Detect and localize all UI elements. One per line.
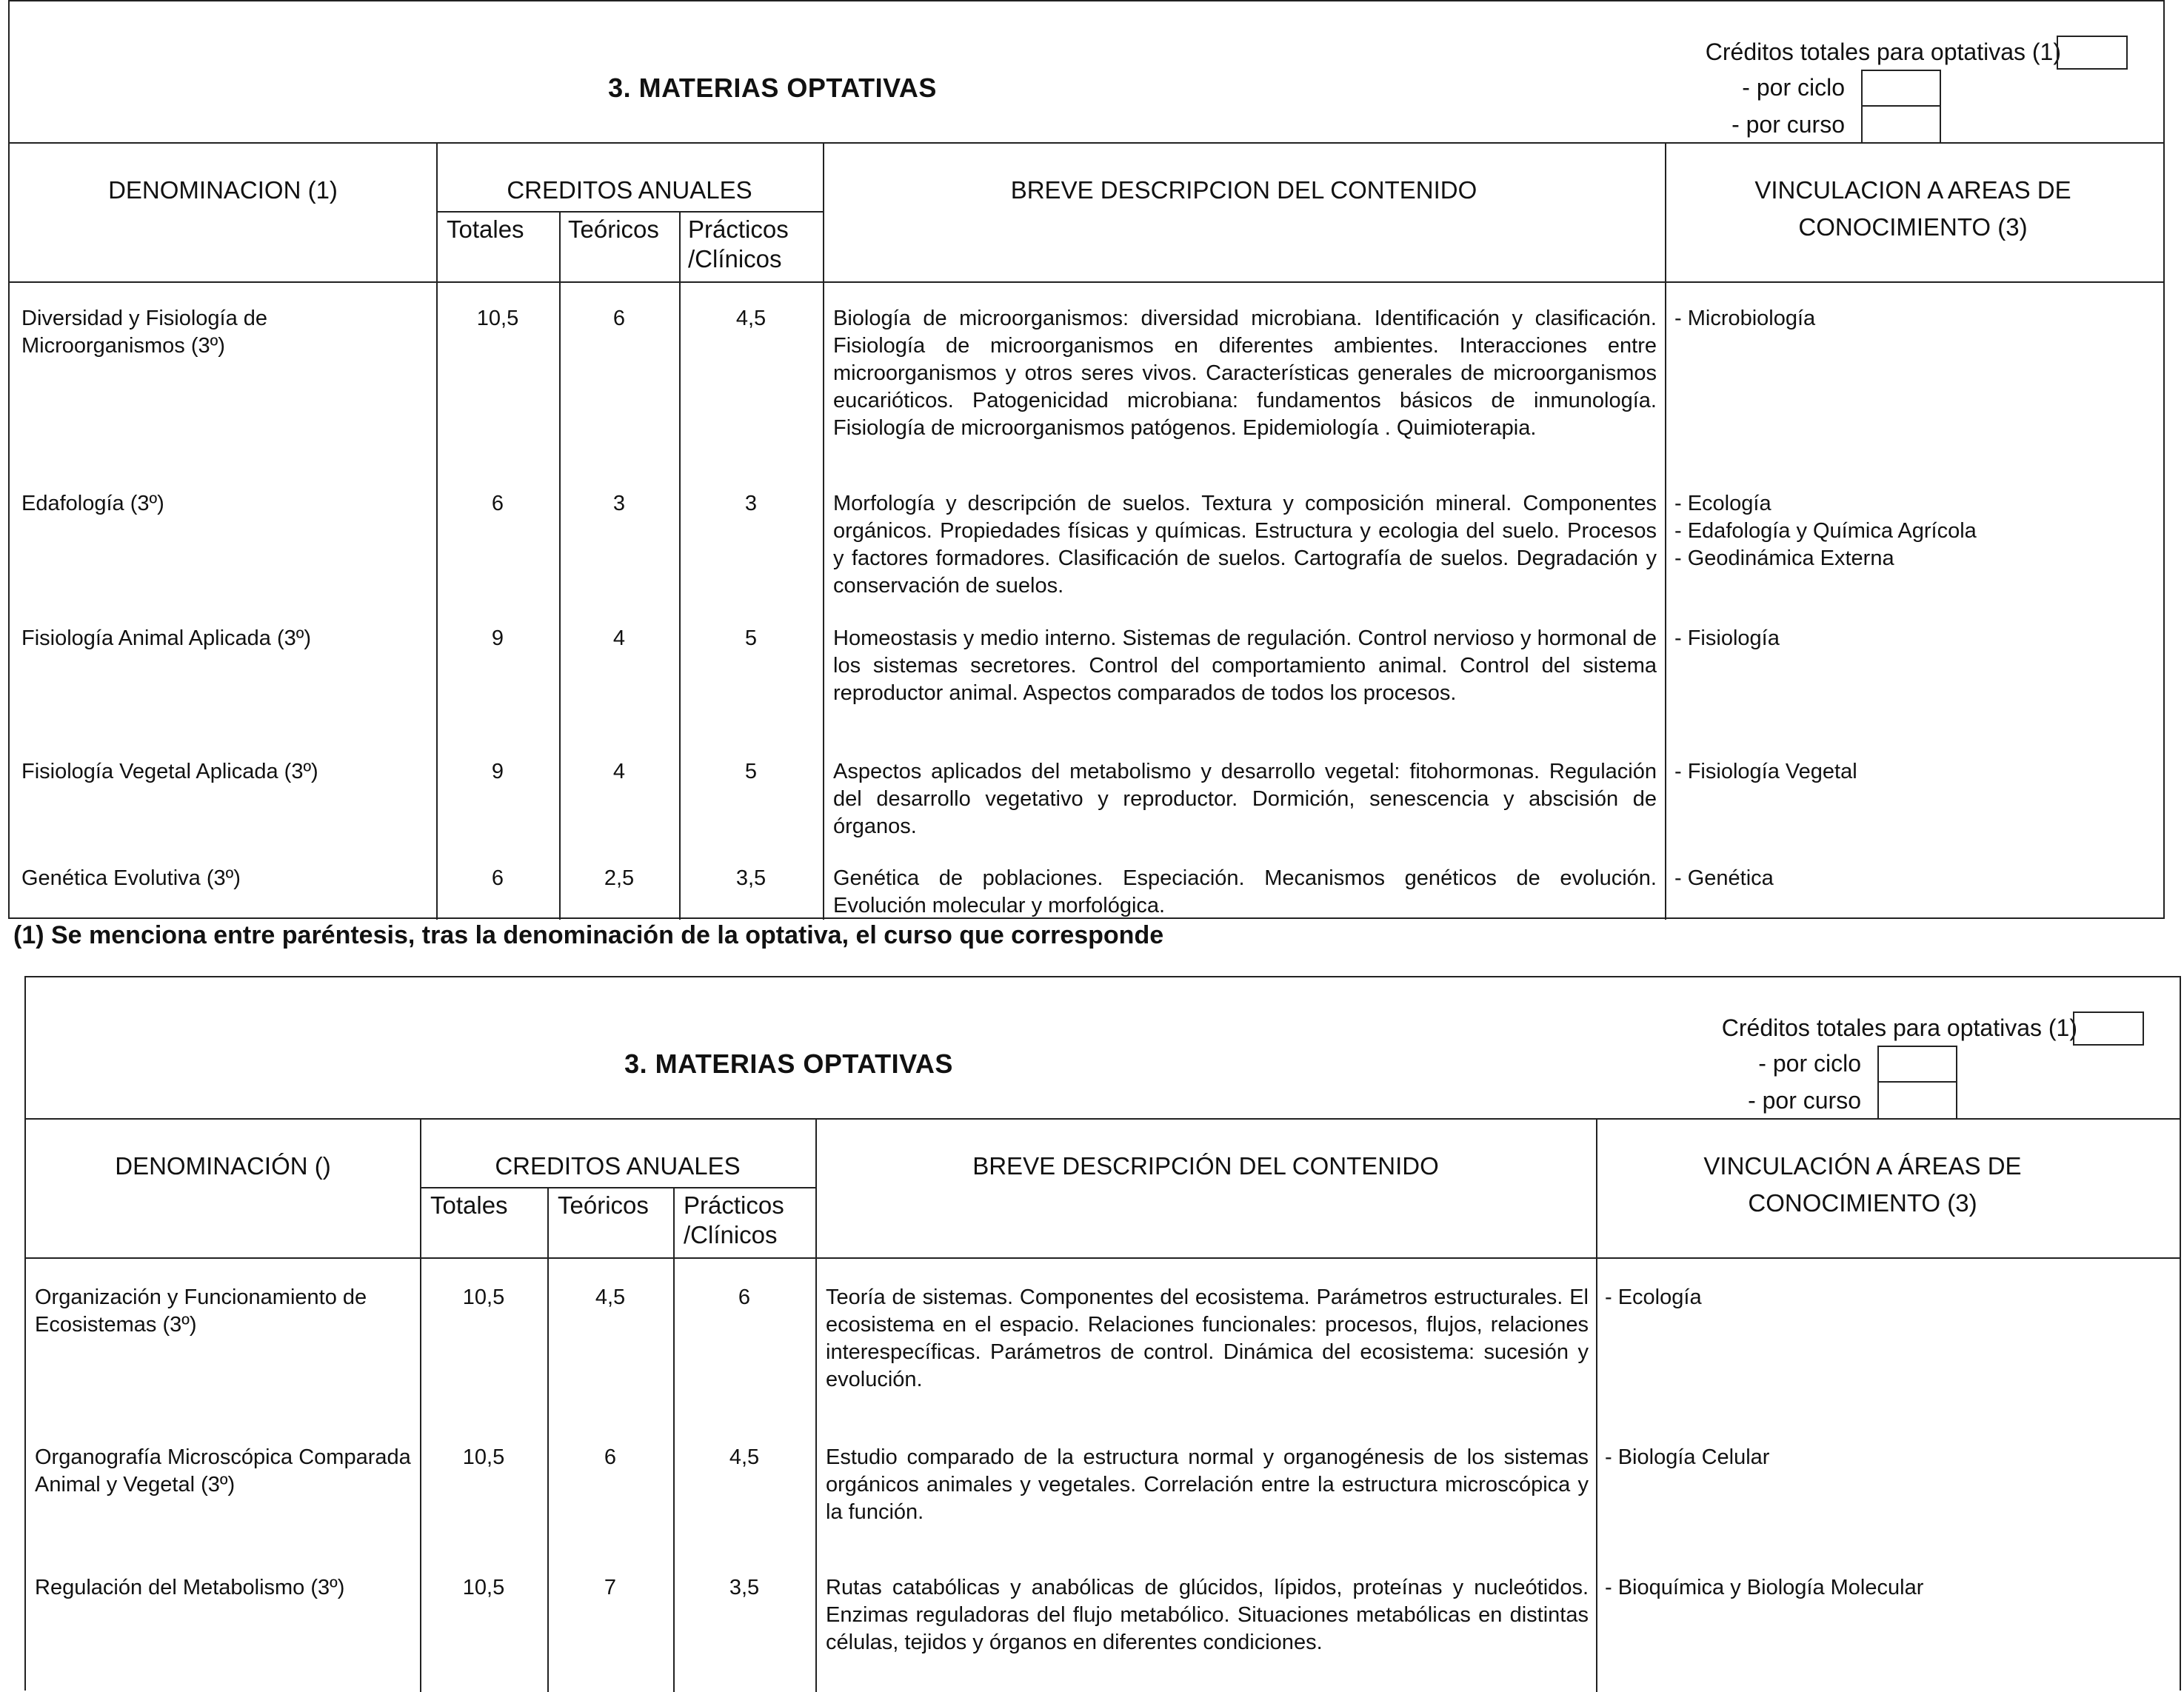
credits-total: 6 [491, 492, 504, 515]
table-header-bar [26, 977, 2180, 1120]
column-divider [815, 1118, 817, 1692]
subject-name: Regulación del Metabolismo (3º) [35, 1576, 345, 1599]
teoricos-header: Teóricos [558, 1191, 649, 1219]
credits-practice: 4,5 [729, 1445, 760, 1469]
por-curso-label: - por curso [1748, 1087, 1861, 1114]
credits-practice: 3,5 [735, 866, 767, 890]
content-description: Teoría de sistemas. Componentes del ecosistema. Parámetros estructurales. El ecosistema en el espacio. Relaciones funcionales: procesos, flujos, relaciones interespecíficas. Parámetros de control. Dinámica del ecosistema: sucesión y evolución. [826, 1285, 1589, 1391]
vinculacion-header: VINCULACIÓN A ÁREAS DE CONOCIMIENTO (3) [1703, 1152, 2022, 1217]
column-divider [547, 1188, 549, 1692]
content-description: Morfología y descripción de suelos. Textura y composición mineral. Componentes orgánicos. Propiedades físicas y químicas. Estructura y ecologia del suelo. Procesos y factores formadores. Clasificación de suelos. Cartografía de suelos. Degradación y conservación de suelos. [833, 492, 1657, 598]
knowledge-area: - Fisiología Vegetal [1674, 760, 1857, 783]
credits-practice: 5 [744, 760, 758, 783]
denominacion-header: DENOMINACION (1) [108, 176, 338, 204]
column-divider [823, 142, 824, 920]
column-divider [1665, 142, 1666, 920]
column-divider [420, 1118, 421, 1692]
credits-practice: 3,5 [729, 1576, 760, 1599]
footnote: (1) Se menciona entre paréntesis, tras la denominación de la optativa, el curso que corresponde [13, 921, 1164, 949]
total-credits-label: Créditos totales para optativas (1) [1721, 1014, 2077, 1041]
knowledge-area: - Microbiología [1674, 307, 1816, 330]
subject-name: Organización y Funcionamiento de Ecosistemas (3º) [35, 1285, 367, 1337]
credits-total: 10,5 [476, 307, 519, 330]
practicos-header: Prácticos /Clínicos [688, 215, 789, 272]
credits-theory: 4 [612, 626, 626, 650]
content-description: Estudio comparado de la estructura normal y organogénesis de los sistemas orgánicos animales y vegetales. Correlación entre la estructura microscópica y la función. [826, 1445, 1589, 1524]
vinculacion-header: VINCULACION A AREAS DE CONOCIMIENTO (3) [1754, 176, 2071, 241]
credits-theory: 6 [612, 307, 626, 330]
table-header-bar [10, 1, 2163, 144]
por-curso-label: - por curso [1731, 111, 1845, 138]
credits-theory: 3 [612, 492, 626, 515]
teoricos-header: Teóricos [568, 215, 659, 243]
page-title: 3. MATERIAS OPTATIVAS [624, 1049, 953, 1079]
practicos-header: Prácticos /Clínicos [684, 1191, 784, 1248]
subject-name: Diversidad y Fisiología de Microorganismos (3º) [21, 307, 268, 358]
descripcion-header: BREVE DESCRIPCION DEL CONTENIDO [1010, 176, 1477, 204]
content-description: Genética de poblaciones. Especiación. Mecanismos genéticos de evolución. Evolución molecular y morfológica. [833, 866, 1657, 917]
knowledge-area: - Ecología [1674, 492, 1771, 515]
optativas-table-2 [24, 976, 2181, 1691]
credits-total: 6 [491, 866, 504, 890]
subject-name: Fisiología Vegetal Aplicada (3º) [21, 760, 318, 783]
subject-name: Genética Evolutiva (3º) [21, 866, 241, 890]
totales-header: Totales [447, 215, 524, 243]
knowledge-area: - Genética [1674, 866, 1774, 890]
content-description: Rutas catabólicas y anabólicas de glúcidos, lípidos, proteínas y nucleótidos. Enzimas reguladoras del flujo metabólico. Situaciones metabólicas en distintas células, tejidos y órganos en diferentes condiciones. [826, 1576, 1589, 1654]
creditos-header: CREDITOS ANUALES [507, 176, 752, 204]
column-divider [436, 142, 438, 920]
content-description: Biología de microorganismos: diversidad microbiana. Identificación y clasificación. Fisiología de microorganismos en diferentes ambientes. Interacciones entre microorganismos y otros seres vivos. Características generales de microorganismos eucarióticos. Patogenicidad microbiana: fundamentos básicos de inmunología. Fisiología de microorganismos patógenos. Epidemiología . Quimioterapia. [833, 307, 1657, 440]
credits-theory: 7 [604, 1576, 617, 1599]
credits-theory: 6 [604, 1445, 617, 1469]
credits-theory: 4,5 [595, 1285, 626, 1309]
creditos-header: CREDITOS ANUALES [495, 1152, 741, 1180]
subject-name: Organografía Microscópica Comparada Animal y Vegetal (3º) [35, 1445, 411, 1497]
column-divider [673, 1188, 675, 1692]
content-description: Aspectos aplicados del metabolismo y desarrollo vegetal: fitohormonas. Regulación del desarrollo vegetativo y reproductor. Dormición, senescencia y abscisión de órganos. [833, 760, 1657, 838]
por-ciclo-box [1861, 70, 1941, 107]
denominacion-header: DENOMINACIÓN () [115, 1152, 331, 1180]
credits-theory: 2,5 [604, 866, 635, 890]
credits-practice: 4,5 [735, 307, 767, 330]
knowledge-area: - Biología Celular [1605, 1445, 1770, 1469]
totales-header: Totales [430, 1191, 508, 1219]
credits-theory: 4 [612, 760, 626, 783]
creditos-subheader-line [420, 1187, 815, 1188]
credits-total: 9 [491, 626, 504, 650]
por-curso-box [1861, 105, 1941, 142]
column-divider [1596, 1118, 1597, 1692]
descripcion-header: BREVE DESCRIPCIÓN DEL CONTENIDO [972, 1152, 1439, 1180]
knowledge-area: - Fisiología [1674, 626, 1780, 650]
knowledge-area: - Geodinámica Externa [1674, 546, 1894, 570]
credits-total: 10,5 [462, 1445, 505, 1469]
por-curso-box [1877, 1081, 1957, 1118]
credits-total: 10,5 [462, 1576, 505, 1599]
por-ciclo-label: - por ciclo [1758, 1050, 1861, 1077]
content-description: Homeostasis y medio interno. Sistemas de regulación. Control nervioso y hormonal de los sistemas secretores. Control del comportamiento animal. Control del sistema reproductor animal. Aspectos comparados de todos los procesos. [833, 626, 1657, 705]
credits-total: 9 [491, 760, 504, 783]
knowledge-area: - Ecología [1605, 1285, 1702, 1309]
por-ciclo-label: - por ciclo [1742, 74, 1845, 101]
credits-practice: 6 [738, 1285, 751, 1309]
knowledge-area: - Edafología y Química Agrícola [1674, 519, 1977, 543]
credits-total: 10,5 [462, 1285, 505, 1309]
page-title: 3. MATERIAS OPTATIVAS [608, 73, 937, 103]
creditos-subheader-line [436, 211, 823, 213]
total-credits-box [2073, 1011, 2144, 1046]
subject-name: Edafología (3º) [21, 492, 164, 515]
credits-practice: 5 [744, 626, 758, 650]
total-credits-box [2057, 36, 2128, 70]
knowledge-area: - Bioquímica y Biología Molecular [1605, 1576, 1924, 1599]
credits-practice: 3 [744, 492, 758, 515]
optativas-table-1 [8, 0, 2165, 919]
total-credits-label: Créditos totales para optativas (1) [1705, 39, 2061, 65]
subject-name: Fisiología Animal Aplicada (3º) [21, 626, 312, 650]
por-ciclo-box [1877, 1046, 1957, 1083]
